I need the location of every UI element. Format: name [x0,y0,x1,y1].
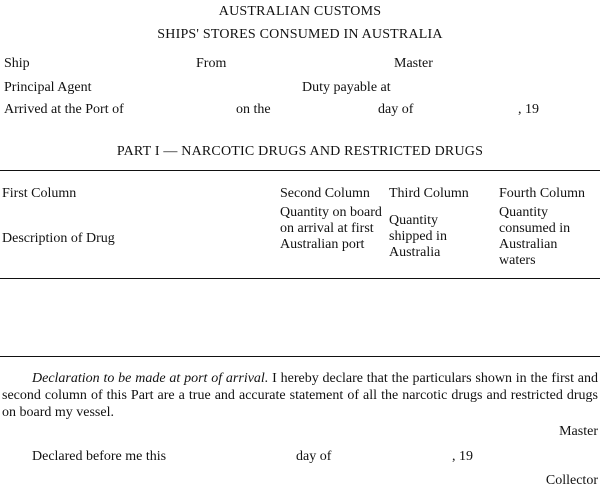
declared-day-of-label: day of [296,449,332,464]
master-label: Master [394,56,433,71]
form-title: AUSTRALIAN CUSTOMS [218,4,382,19]
declared-before-label: Declared before me this [32,449,167,464]
declaration-text: I hereby declare that the particulars shown in the first and second column of this Part are a true and accurate statement of all the narcotic drugs and restricted drugs on board my vessel. [2,371,598,420]
col3-description: Quantity shipped in Australia [389,213,447,260]
form-subtitle: SHIPS' STORES CONSUMED IN AUSTRALIA [157,27,443,42]
day-of-label: day of [378,102,414,117]
ship-label: Ship [4,56,30,71]
col2-header: Second Column [280,186,370,201]
col3-header: Third Column [389,186,469,201]
table-bottom-rule [0,356,600,357]
part-heading: PART I — NARCOTIC DRUGS AND RESTRICTED DRUGS [116,144,484,159]
year-label: , 19 [518,102,539,117]
collector-label: Collector [545,473,598,488]
col4-description: Quantity consumed in Australian waters [499,205,571,268]
principal-agent-label: Principal Agent [4,80,92,95]
col1-description: Description of Drug [2,231,115,246]
table-header-rule [0,278,600,279]
declared-year-label: , 19 [452,449,473,464]
from-label: From [196,56,227,71]
col2-description: Quantity on board on arrival at first Australian port [280,205,382,252]
duty-payable-label: Duty payable at [302,80,391,95]
arrived-port-label: Arrived at the Port of [4,102,124,117]
declaration-master-label: Master [559,424,598,439]
col4-header: Fourth Column [499,186,585,201]
declaration-lead: Declaration to be made at port of arrival. [32,371,269,386]
col1-header: First Column [2,186,77,201]
on-the-label: on the [236,102,271,117]
table-top-rule [0,170,600,171]
declaration-paragraph [2,370,598,421]
